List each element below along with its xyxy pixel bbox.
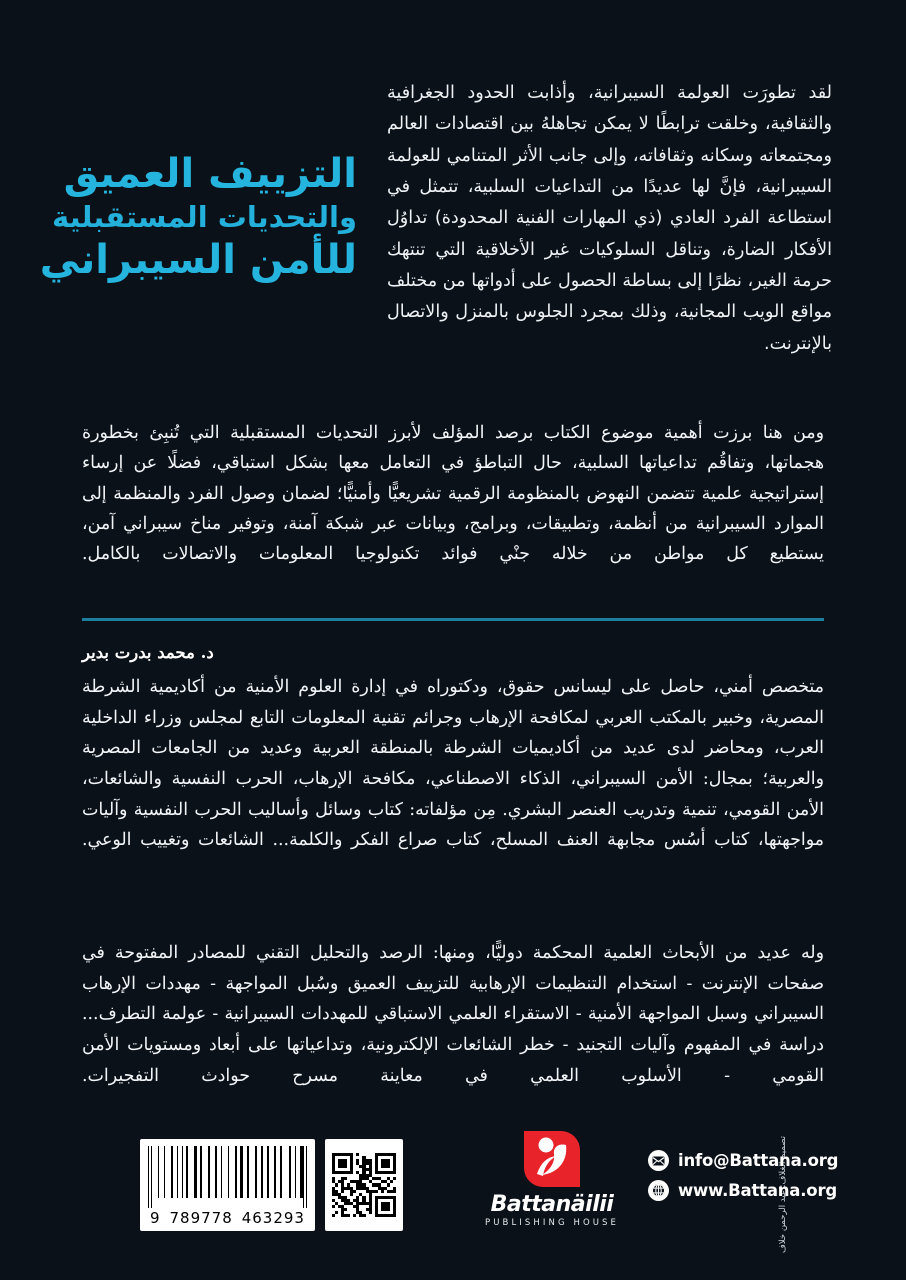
author-bio-paragraph: متخصص أمني، حاصل على ليسانس حقوق، ودكتوراه في إدارة العلوم الأمنية من أكاديمية الشرطة المصرية، وخبير بالمكتب العربي لمكافحة الإرهاب وجرائم تقنية المعلومات التابع لمجلس وزراء الداخلية العرب، ومحاضر لدى عديد من أكاديميات الشرطة بالمنطقة العربية وعديد من الجامعات المصرية والعربية؛ بمجال: الأمن السيبراني، الذكاء الاصطناعي، مكافحة الإرهاب، الحرب النفسية والشائعات، الأمن القومي، تنمية وتدريب العنصر البشري. مِن مؤلفاته: كتاب وسائل وأساليب الحرب النفسية وآليات مواجهتها، كتاب أسُس مجابهة العنف المسلح، كتاب صراع الفكر والكلمة... الشائعات وتغييب الوعي.: [82, 677, 824, 851]
author-bio-block: [82, 672, 824, 856]
barcode-group-2: 463293: [241, 1209, 305, 1227]
contact-email-text: info@Battana.org: [678, 1151, 839, 1170]
book-title-block: [40, 78, 387, 285]
summary-block: [82, 418, 824, 569]
publisher-logo-block: [462, 1128, 642, 1228]
section-divider: [82, 618, 824, 621]
publisher-subtitle: PUBLISHING HOUSE: [484, 1218, 620, 1228]
publisher-mark-icon: [521, 1128, 583, 1190]
cover-design-credit: تصميم الغلاف: عبد الرحمن خلاف: [778, 1136, 788, 1253]
research-block: [82, 938, 824, 1091]
globe-icon: [648, 1180, 669, 1201]
research-paragraph: وله عديد من الأبحاث العلمية المحكمة دوليًّا، ومنها: الرصد والتحليل التقني للمصادر المفتوحة في صفحات الإنترنت - استخدام التنظيمات الإرهابية للتزييف العميق وسُبل المواجهة - مهددات الإرهاب السيبراني وسبل المواجهة الأمنية - الاستقراء العلمي الاستباقي للمهددات السيبرانية - عولمة التطرف... دراسة في المفهوم وآليات التجنيد - خطر الشائعات الإلكترونية، وتداعياتها على أبعاد ومستويات الأمن القومي - الأسلوب العلمي في معاينة مسرح حوادث التفجيرات.: [82, 943, 824, 1086]
publisher-name: Battanäilii: [490, 1192, 614, 1217]
barcode-group-1: 789778: [169, 1209, 233, 1227]
qr-code[interactable]: [325, 1139, 403, 1231]
qr-code-matrix: [332, 1153, 396, 1217]
contact-website-row[interactable]: [648, 1180, 838, 1201]
barcode-lead-digit: 9: [150, 1209, 161, 1227]
top-section: [0, 78, 906, 360]
title-line-2: والتحديات المستقبلية: [52, 199, 357, 234]
summary-paragraph: ومن هنا برزت أهمية موضوع الكتاب برصد المؤلف لأبرز التحديات المستقبلية التي تُنبِئ بخطورة هجماتها، وتفاقُم تداعياتها السلبية، حال التباطؤ في التعامل معها بشكل استباقي، فضلًا عن إرساء إستراتيجية علمية تتضمن النهوض بالمنظومة الرقمية تشريعيًّا وأمنيًّا؛ لضمان وصول الفرد والمنظمة إلى الموارد السيبرانية من أنظمة، وتطبيقات، وبرامج، وبيانات عبر شبكة آمنة، وتوفير مناخ سيبراني آمن، يستطيع كل مواطن من خلاله جنْي فوائد تكنولوجيا المعلومات والاتصالات بالكامل.: [82, 423, 824, 565]
envelope-icon: [648, 1150, 669, 1171]
contact-email-row[interactable]: [648, 1150, 838, 1171]
title-line-1: التزييف العميق: [63, 151, 357, 197]
contact-website-text: www.Battana.org: [678, 1181, 837, 1200]
barcode-bars: [148, 1146, 307, 1208]
intro-paragraph-column: [387, 78, 832, 360]
author-name: د. محمد بدرت بدير: [82, 643, 214, 662]
isbn-barcode: [140, 1139, 315, 1231]
contact-block: [648, 1150, 838, 1201]
intro-paragraph: لقد تطورَت العولمة السيبرانية، وأذابت الحدود الجغرافية والثقافية، وخلقت ترابطًا لا يمكن تجاهلهُ بين اقتصادات العالم ومجتمعاته وسكانه وثقافاته، وإلى جانب الأثر المتنامي للعولمة السيبرانية، فإنَّ لها عديدًا من التداعيات السلبية، تتمثل في استطاعة الفرد العادي (ذي المهارات الفنية المحدودة) تداوُل الأفكار الضارة، وتناقل السلوكيات غير الأخلاقية التي تنتهك حرمة الغير، نظرًا إلى بساطة الحصول على أدواتها من مختلف مواقع الويب المجانية، وذلك بمجرد الجلوس بالمنزل والاتصال بالإنترنت.: [387, 83, 832, 354]
barcode-digits: [148, 1208, 307, 1227]
title-line-3: للأمن السيبراني: [39, 237, 357, 284]
